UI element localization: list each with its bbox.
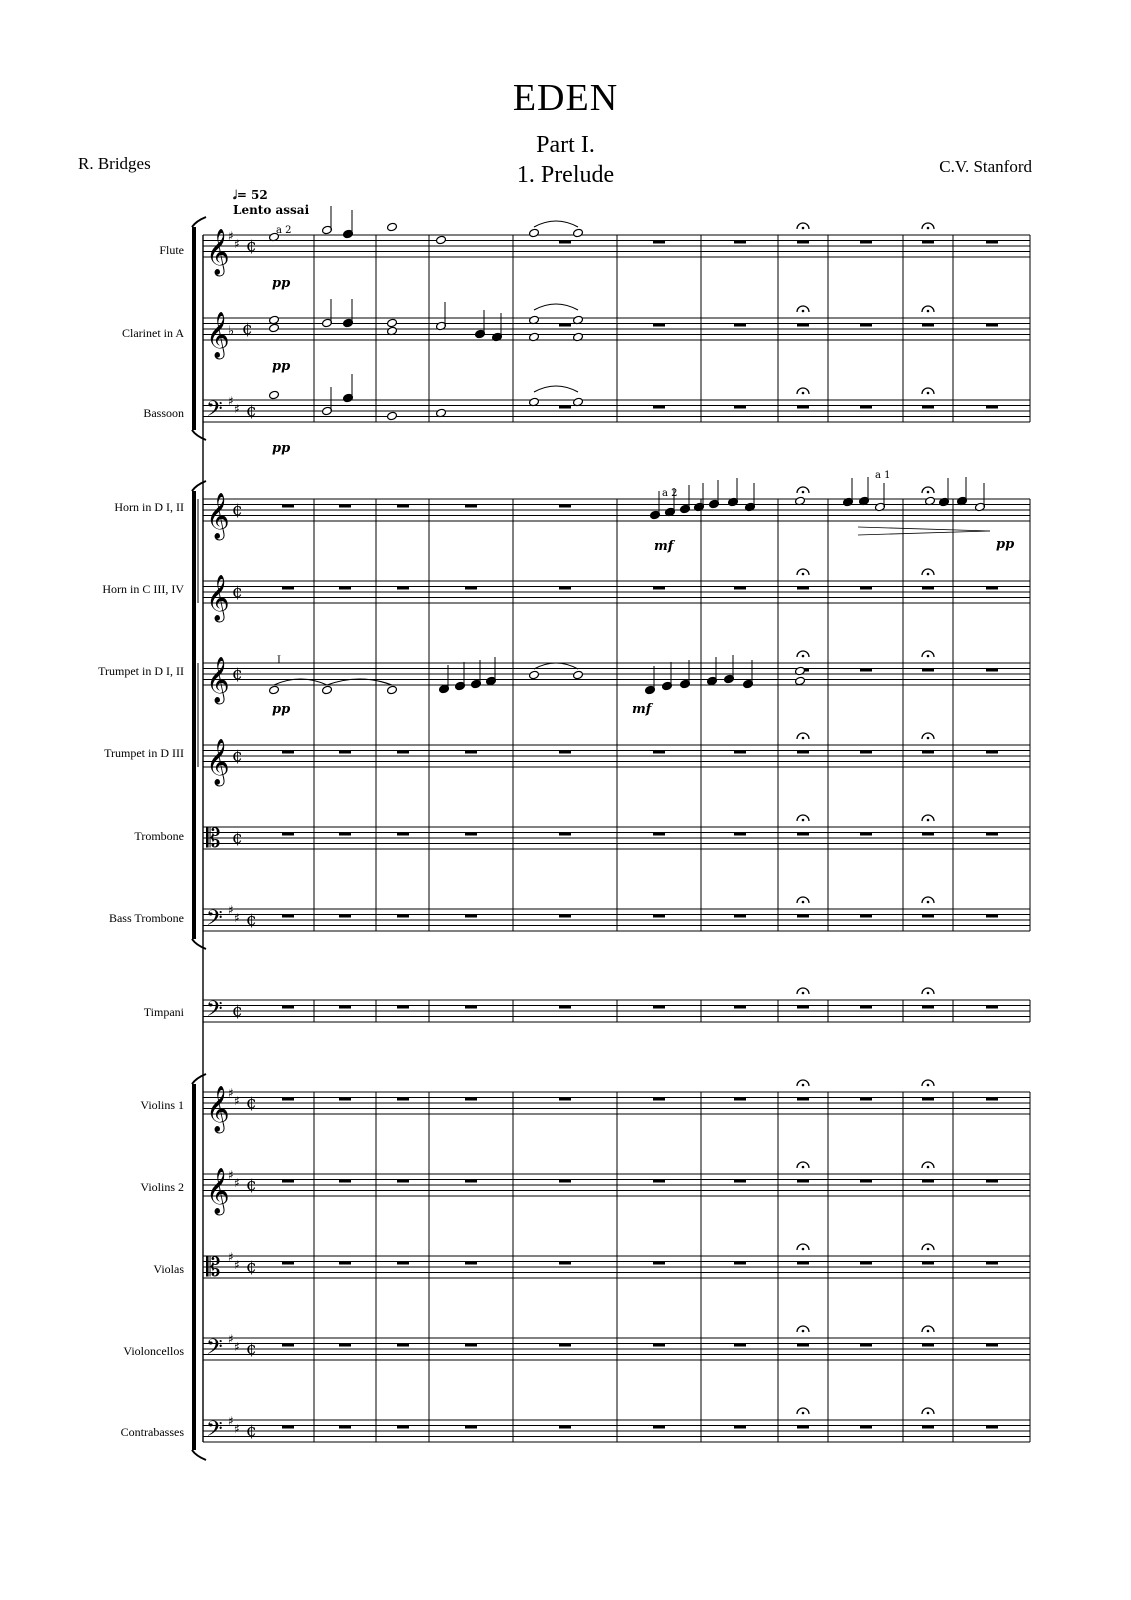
fermata-dot xyxy=(802,737,805,740)
whole-rest xyxy=(559,324,571,327)
whole-rest xyxy=(282,1426,294,1429)
fermata-dot xyxy=(927,901,930,904)
whole-rest xyxy=(797,1180,809,1183)
whole-rest xyxy=(922,241,934,244)
whole-rest xyxy=(653,833,665,836)
whole-rest xyxy=(559,587,571,590)
fermata-dot xyxy=(927,992,930,995)
fermata-dot xyxy=(927,227,930,230)
sharp-icon: ♯ xyxy=(228,394,234,408)
whole-rest xyxy=(465,1098,477,1101)
whole-rest xyxy=(339,1426,351,1429)
whole-rest xyxy=(860,1426,872,1429)
whole-rest xyxy=(653,587,665,590)
fermata-dot xyxy=(927,1084,930,1087)
solo-marking-trumpet: I xyxy=(277,655,281,666)
treble-clef-icon: 𝄞 xyxy=(206,657,230,703)
whole-rest xyxy=(986,1262,998,1265)
treble-clef-icon: 𝄞 xyxy=(206,575,230,621)
whole-rest xyxy=(922,1180,934,1183)
whole-rest xyxy=(734,1180,746,1183)
instrument-label-clarinet: Clarinet in A xyxy=(122,326,184,340)
treble-clef-icon: 𝄞 xyxy=(206,493,230,539)
whole-rest xyxy=(282,1098,294,1101)
hairpin xyxy=(858,531,990,535)
treble-clef-icon: 𝄞 xyxy=(206,229,230,275)
whole-rest xyxy=(465,751,477,754)
whole-rest xyxy=(339,505,351,508)
treble-clef-icon: 𝄞 xyxy=(206,1086,230,1132)
fermata-dot xyxy=(927,737,930,740)
whole-rest xyxy=(922,406,934,409)
whole-rest xyxy=(734,1426,746,1429)
dynamic-pp-trumpet: pp xyxy=(272,702,291,717)
whole-rest xyxy=(860,915,872,918)
sharp-icon: ♯ xyxy=(228,903,234,917)
bass-clef-icon: 𝄢 xyxy=(206,1335,223,1365)
whole-rest xyxy=(282,505,294,508)
lyricist-credit: R. Bridges xyxy=(78,154,151,173)
whole-rest xyxy=(922,833,934,836)
fermata-dot xyxy=(802,819,805,822)
whole-rest xyxy=(860,833,872,836)
whole-rest xyxy=(797,1262,809,1265)
sharp-icon: ♯ xyxy=(234,1422,240,1436)
cut-time-icon: ¢ xyxy=(246,1175,257,1195)
sharp-icon: ♯ xyxy=(228,1332,234,1346)
fermata-dot xyxy=(802,227,805,230)
notehead xyxy=(573,670,584,680)
fermata-dot xyxy=(802,901,805,904)
dynamic-mf-trumpet: mf xyxy=(632,702,652,717)
whole-rest xyxy=(653,915,665,918)
whole-rest xyxy=(465,587,477,590)
tie xyxy=(534,221,578,227)
bracket-bar xyxy=(192,227,196,430)
whole-rest xyxy=(922,915,934,918)
cut-time-icon: ¢ xyxy=(246,910,257,930)
instrument-label-violins-2: Violins 2 xyxy=(140,1180,184,1194)
fermatas xyxy=(797,223,934,1414)
whole-rest xyxy=(559,505,571,508)
sharp-icon: ♯ xyxy=(228,1086,234,1100)
instrument-label-contrabasses: Contrabasses xyxy=(120,1425,184,1439)
whole-rest xyxy=(797,751,809,754)
fermata-dot xyxy=(802,392,805,395)
whole-rest xyxy=(922,324,934,327)
whole-rest xyxy=(653,1262,665,1265)
whole-rest xyxy=(282,751,294,754)
whole-rest xyxy=(922,1006,934,1009)
whole-rest xyxy=(465,505,477,508)
cut-time-icon: ¢ xyxy=(232,500,243,520)
instrument-label-flute: Flute xyxy=(159,243,184,257)
whole-rest xyxy=(653,1180,665,1183)
half-note-icon: 𝅗𝅥 xyxy=(233,188,237,202)
whole-rest xyxy=(986,1426,998,1429)
whole-rest xyxy=(397,1426,409,1429)
whole-rest xyxy=(797,915,809,918)
whole-rest xyxy=(559,833,571,836)
whole-rest xyxy=(986,1098,998,1101)
tie xyxy=(534,386,578,392)
whole-rest xyxy=(860,324,872,327)
cut-time-icon: ¢ xyxy=(232,582,243,602)
whole-rest xyxy=(860,1262,872,1265)
whole-rest xyxy=(922,1426,934,1429)
whole-rest xyxy=(397,505,409,508)
whole-rest xyxy=(860,587,872,590)
whole-rest xyxy=(922,751,934,754)
notehead xyxy=(269,323,280,333)
whole-rest xyxy=(986,587,998,590)
notehead xyxy=(269,685,280,695)
whole-rest xyxy=(339,587,351,590)
notehead xyxy=(387,222,398,232)
whole-rest xyxy=(559,406,571,409)
instrument-label-bassoon: Bassoon xyxy=(143,406,184,420)
whole-rest xyxy=(860,1344,872,1347)
whole-rest xyxy=(559,915,571,918)
whole-rest xyxy=(559,1262,571,1265)
whole-rest xyxy=(734,1344,746,1347)
instrument-label-violas: Violas xyxy=(153,1262,184,1276)
notehead xyxy=(436,235,447,245)
whole-rest xyxy=(397,1344,409,1347)
whole-rest xyxy=(922,1098,934,1101)
group-brackets xyxy=(192,217,206,1460)
dynamic-pp-horn: pp xyxy=(996,537,1015,552)
whole-rest xyxy=(465,1180,477,1183)
fermata-dot xyxy=(927,491,930,494)
fermata-dot xyxy=(802,655,805,658)
notehead xyxy=(269,390,280,400)
whole-rest xyxy=(339,915,351,918)
alto-clef-icon: 𝄡 xyxy=(206,1253,221,1283)
bass-clef-icon: 𝄢 xyxy=(206,997,223,1027)
cut-time-icon: ¢ xyxy=(246,1421,257,1441)
whole-rest xyxy=(397,1098,409,1101)
bracket-bar xyxy=(192,1084,196,1450)
score-title: EDEN xyxy=(512,77,619,119)
movement-heading: 1. Prelude xyxy=(516,162,615,188)
whole-rest xyxy=(397,1006,409,1009)
notehead xyxy=(322,685,333,695)
whole-rest xyxy=(986,324,998,327)
whole-rest xyxy=(559,1006,571,1009)
whole-rest xyxy=(282,1180,294,1183)
whole-rest xyxy=(282,915,294,918)
whole-rest xyxy=(559,1098,571,1101)
fermata-dot xyxy=(927,1330,930,1333)
fermata-dot xyxy=(802,1248,805,1251)
bracket-hook xyxy=(192,1450,206,1460)
bass-clef-icon: 𝄢 xyxy=(206,906,223,936)
whole-rest xyxy=(653,241,665,244)
notes xyxy=(269,206,990,695)
bracket-hook xyxy=(192,1074,206,1084)
whole-rest xyxy=(860,1006,872,1009)
whole-rest xyxy=(797,324,809,327)
whole-rest xyxy=(797,833,809,836)
whole-rest xyxy=(986,241,998,244)
part-heading: Part I. xyxy=(536,132,595,158)
whole-rest xyxy=(986,833,998,836)
sharp-icon: ♯ xyxy=(234,1094,240,1108)
whole-rest xyxy=(734,241,746,244)
instrument-label-trombone: Trombone xyxy=(134,829,184,843)
whole-rest xyxy=(734,1098,746,1101)
whole-rest xyxy=(465,1262,477,1265)
fermata-dot xyxy=(927,1412,930,1415)
sharp-icon: ♯ xyxy=(234,402,240,416)
notehead xyxy=(529,670,540,680)
dynamic-mf-horn: mf xyxy=(654,539,674,554)
fermata-dot xyxy=(802,1166,805,1169)
hairpin xyxy=(858,527,990,531)
notehead xyxy=(387,411,398,421)
instrument-label-horn-1-2: Horn in D I, II xyxy=(114,500,184,514)
whole-rest xyxy=(922,669,934,672)
whole-rest xyxy=(559,751,571,754)
alto-clef-icon: 𝄡 xyxy=(206,824,221,854)
whole-rest xyxy=(465,1426,477,1429)
flat-icon: ♭ xyxy=(228,324,235,339)
sharp-icon: ♯ xyxy=(234,1176,240,1190)
fermata-dot xyxy=(927,310,930,313)
dynamic-pp-flute: pp xyxy=(272,276,291,291)
whole-rest xyxy=(986,406,998,409)
notehead xyxy=(795,676,806,686)
whole-rest xyxy=(860,406,872,409)
whole-rest xyxy=(797,1426,809,1429)
sharp-icon: ♯ xyxy=(234,1340,240,1354)
whole-rest xyxy=(653,1098,665,1101)
instrument-label-trumpet-3: Trumpet in D III xyxy=(104,746,184,760)
cut-time-icon: ¢ xyxy=(246,1093,257,1113)
whole-rest xyxy=(339,1344,351,1347)
cut-time-icon: ¢ xyxy=(232,664,243,684)
fermata-dot xyxy=(927,819,930,822)
tempo-text: Lento assai xyxy=(233,203,310,217)
treble-clef-icon: 𝄞 xyxy=(206,1168,230,1214)
bracket-bar xyxy=(192,491,196,939)
whole-rest xyxy=(922,1262,934,1265)
whole-rest xyxy=(986,1180,998,1183)
bass-clef-icon: 𝄢 xyxy=(206,1417,223,1447)
notehead xyxy=(387,318,398,328)
cut-time-icon: ¢ xyxy=(232,1001,243,1021)
whole-rest xyxy=(860,1098,872,1101)
instrument-label-horn-3-4: Horn in C III, IV xyxy=(102,582,184,596)
whole-rest xyxy=(559,1344,571,1347)
tie xyxy=(534,304,578,310)
whole-rest xyxy=(922,1344,934,1347)
whole-rest xyxy=(797,1098,809,1101)
whole-rest xyxy=(559,1180,571,1183)
whole-rest xyxy=(465,833,477,836)
sharp-icon: ♯ xyxy=(234,911,240,925)
fermata-dot xyxy=(927,392,930,395)
whole-rest xyxy=(797,241,809,244)
whole-rest xyxy=(397,751,409,754)
cut-time-icon: ¢ xyxy=(246,236,257,256)
whole-rest xyxy=(922,587,934,590)
cut-time-icon: ¢ xyxy=(232,828,243,848)
dynamic-pp-bassoon: pp xyxy=(272,441,291,456)
whole-rest xyxy=(860,751,872,754)
fermata-dot xyxy=(927,1248,930,1251)
whole-rest xyxy=(860,1180,872,1183)
notehead xyxy=(387,685,398,695)
fermata-dot xyxy=(802,491,805,494)
whole-rest xyxy=(860,241,872,244)
bracket-hook xyxy=(192,217,206,227)
whole-rest xyxy=(397,833,409,836)
whole-rest xyxy=(282,587,294,590)
treble-clef-icon: 𝄞 xyxy=(206,312,230,358)
cut-time-icon: ¢ xyxy=(246,1257,257,1277)
whole-rest xyxy=(397,915,409,918)
whole-rest xyxy=(397,1262,409,1265)
whole-rest xyxy=(986,915,998,918)
whole-rest xyxy=(734,1262,746,1265)
fermata-dot xyxy=(802,1330,805,1333)
whole-rest xyxy=(397,1180,409,1183)
whole-rest xyxy=(797,1006,809,1009)
whole-rest xyxy=(339,1006,351,1009)
instrument-label-trumpet-1-2: Trumpet in D I, II xyxy=(98,664,184,678)
whole-rest xyxy=(339,1180,351,1183)
cut-time-icon: ¢ xyxy=(232,746,243,766)
whole-rest xyxy=(797,587,809,590)
bracket-hook xyxy=(192,430,206,440)
whole-rest xyxy=(653,1344,665,1347)
sharp-icon: ♯ xyxy=(228,1168,234,1182)
whole-rest xyxy=(797,406,809,409)
whole-rest xyxy=(797,1344,809,1347)
sharp-icon: ♯ xyxy=(228,1414,234,1428)
fermata-dot xyxy=(927,573,930,576)
sharp-icon: ♯ xyxy=(228,1250,234,1264)
bracket-hook xyxy=(192,939,206,949)
bass-clef-icon: 𝄢 xyxy=(206,397,223,427)
fermata-dot xyxy=(802,310,805,313)
whole-rest xyxy=(559,1426,571,1429)
instrument-label-violoncellos: Violoncellos xyxy=(123,1344,184,1358)
fermata-dot xyxy=(802,573,805,576)
fermata-dot xyxy=(927,1166,930,1169)
whole-rest xyxy=(653,751,665,754)
treble-clef-icon: 𝄞 xyxy=(206,739,230,785)
whole-rest xyxy=(986,1344,998,1347)
whole-rest xyxy=(986,751,998,754)
whole-rest xyxy=(397,587,409,590)
whole-rest xyxy=(734,751,746,754)
whole-rest xyxy=(860,669,872,672)
whole-rest xyxy=(282,1344,294,1347)
sharp-icon: ♯ xyxy=(234,1258,240,1272)
whole-rest xyxy=(734,833,746,836)
metronome-value: = 52 xyxy=(236,188,268,202)
instrument-label-timpani: Timpani xyxy=(143,1005,184,1019)
whole-rest xyxy=(559,241,571,244)
whole-rest xyxy=(465,1006,477,1009)
fermata-dot xyxy=(927,655,930,658)
fermata-dot xyxy=(802,1084,805,1087)
instrument-label-violins-1: Violins 1 xyxy=(140,1098,184,1112)
whole-rest xyxy=(465,1344,477,1347)
notehead xyxy=(529,228,540,238)
whole-rest xyxy=(734,324,746,327)
bracket-hook xyxy=(192,481,206,491)
cut-time-icon: ¢ xyxy=(246,1339,257,1359)
a2-marking-horn: a 2 xyxy=(662,488,678,499)
notehead xyxy=(573,228,584,238)
whole-rest xyxy=(734,915,746,918)
whole-rest xyxy=(734,1006,746,1009)
whole-rest xyxy=(734,587,746,590)
sharp-icon: ♯ xyxy=(234,237,240,251)
instrument-label-bass-trombone: Bass Trombone xyxy=(108,911,184,925)
whole-rest xyxy=(986,669,998,672)
fermata-dot xyxy=(802,1412,805,1415)
whole-rest xyxy=(282,1006,294,1009)
composer-credit: C.V. Stanford xyxy=(939,157,1032,176)
whole-rest xyxy=(986,1006,998,1009)
whole-rest xyxy=(339,833,351,836)
fermata-dot xyxy=(802,992,805,995)
whole-rest xyxy=(653,1006,665,1009)
sharp-icon: ♯ xyxy=(228,229,234,243)
whole-rest xyxy=(653,324,665,327)
cut-time-icon: ¢ xyxy=(246,401,257,421)
whole-rest xyxy=(282,833,294,836)
whole-rest xyxy=(282,1262,294,1265)
cut-time-icon: ¢ xyxy=(242,319,253,339)
a2-marking-flute: a 2 xyxy=(276,225,292,236)
whole-rest xyxy=(734,406,746,409)
a1-marking-horn: a 1 xyxy=(875,470,891,481)
whole-rest xyxy=(339,751,351,754)
whole-rest xyxy=(653,406,665,409)
whole-rest xyxy=(653,1426,665,1429)
whole-rest xyxy=(339,1098,351,1101)
whole-rest xyxy=(465,915,477,918)
whole-rest xyxy=(339,1262,351,1265)
dynamic-pp-clarinet: pp xyxy=(272,359,291,374)
